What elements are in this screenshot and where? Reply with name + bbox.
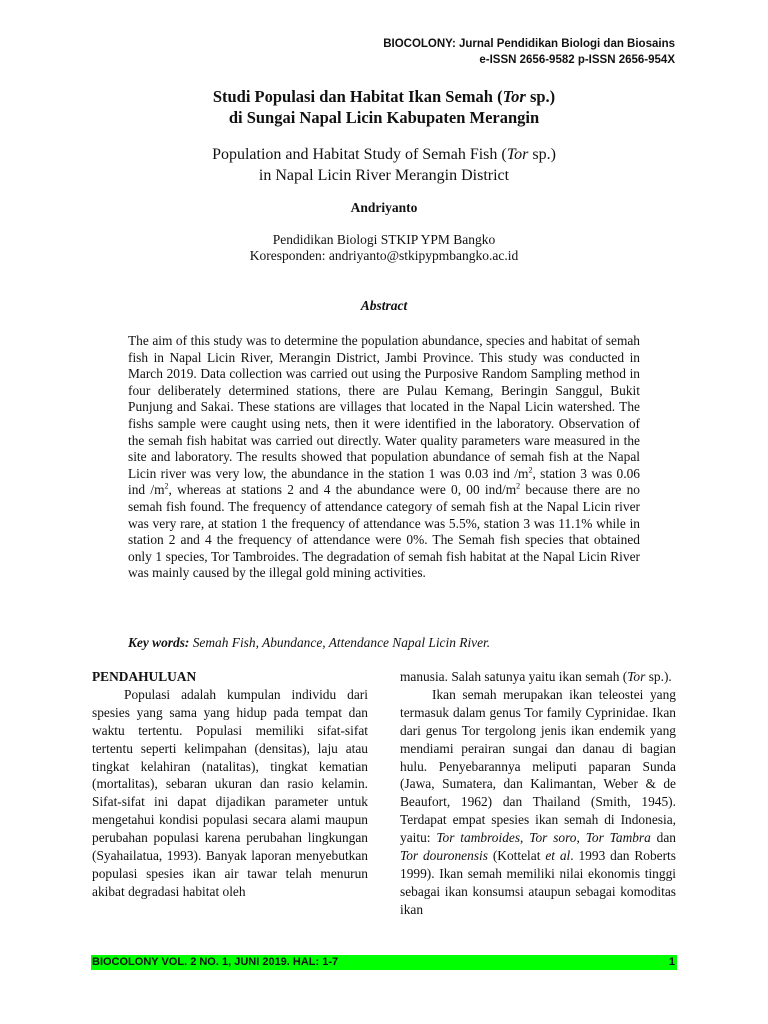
rc-p2a: Ikan semah merupakan ikan teleostei yang termasuk dalam genus Tor family Cyprinidae. Ikan dari genus Tor tergolong jenis ikan endemik yang mendiami perairan sungai dan danau di bagian hulu. Penyebarannya meliputi paparan Sunda (Jawa, Sumatera, dan Kalimantan, Weber & de Beaufort, 1962) dan Thailand (Smith, 1945). Terdapat empat spesies ikan semah di Indonesia, yaitu: [400,686,676,846]
right-column [400,668,676,919]
abstract-part4: because there are no semah fish found. The frequency of attendance category of semah fish at the Napal Licin river was very rare, at station 1 the frequency of attendance was 5.5%, station 3 was 11.1% while in station 2 and 4 the frequency of attendance were 0%. The Semah fish species that obtained only 1 species, Tor Tambroides. The degradation of semah fish habitat at the Napal Licin River was mainly caused by the illegal gold mining activities. [128,482,640,581]
abstract-body [128,333,640,582]
rc-p1a: manusia. Salah satunya yaitu ikan semah ( [400,669,628,684]
abstract-heading: Abstract [360,298,408,313]
title-id-part1: Studi Populasi dan Habitat Ikan Semah ( [212,87,503,106]
correspondence: Koresponden: andriyanto@stkipypmbangko.ac.id [249,248,519,263]
et-al: et al [545,848,571,864]
title-id-part2: sp.) [525,87,556,106]
keywords-text: Semah Fish, Abundance, Attendance Napal Licin River. [189,635,491,650]
species-tor-tambroides: Tor tambroides [436,830,521,846]
title-indonesian [92,86,676,128]
section-heading-pendahuluan: PENDAHULUAN [92,669,197,684]
title-en-italic: Tor [506,146,529,163]
abstract-part1: The aim of this study was to determine the population abundance, species and habitat of semah fish in Napal Licin River, Merangin District, Jambi Province. This study was conducted in March 2019. Data collection was carried out using the Purposive Random Sampling method in four deliberately determined stations, there are Pulau Kemang, Beringin Sanggul, Bukit Punjung and Sakai. These stations are villages that located in the Napal Licin watershed. The fishs sample were caught using nets, then it were identified in the laboratory. Observation of the semah fish habitat was carried out directly. Water quality parameters ware measured in the site and laboratory. The results showed that population abundance of semah fish at the Napal Licin river was very low, the abundance in the station 1 was 0.03 ind /m [128,333,640,481]
separator: dan [650,830,677,846]
rc-p1b: sp.). [645,669,672,684]
affiliation: Pendidikan Biologi STKIP YPM Bangko [272,232,496,247]
intro-paragraph-continued [400,668,676,686]
page-number: 1 [668,956,675,968]
footer-citation: BIOCOLONY VOL. 2 NO. 1, JUNI 2019. HAL: 1-7 [92,956,339,968]
superscript: 2 [516,481,521,491]
rc-p2c: . 1993 dan Roberts 1999). Ikan semah memiliki nilai ekonomis tinggi sebagai ikan konsumsi ataupun sebagai komoditas ikan [400,848,676,917]
abstract-part2: , station 3 was 0.06 ind /m [128,465,640,498]
superscript: 2 [528,465,533,475]
title-english [92,144,676,186]
intro-paragraph-2 [400,686,676,919]
title-en-part2: sp.) [528,146,556,163]
title-en-part1: Population and Habitat Study of Semah Fish ( [212,146,507,163]
separator: , [520,830,530,846]
title-id-italic: Tor [502,87,526,106]
superscript: 2 [164,481,169,491]
title-en-line2: in Napal Licin River Merangin District [258,167,510,184]
intro-paragraph-1: Populasi adalah kumpulan individu dari spesies yang sama yang hidup pada tempat dan waktu tertentu. Populasi memiliki sifat-sifat tertentu seperti kelimpahan (densitas), laju atau tingkat kelahiran (natalitas), tingkat kematian (mortalitas), sebaran ukuran dan rasio kelamin. Sifat-sifat ini dapat dijadikan parameter untuk mengetahui kondisi populasi secara alami maupun perubahan populasi karena perubahan lingkungan (Syahailatua, 1993). Banyak laporan menyebutkan populasi spesies ikan air tawar telah menurun akibat degradasi habitat oleh [92,686,368,899]
left-column [92,668,368,901]
separator: , [576,830,586,846]
journal-name: BIOCOLONY: Jurnal Pendidikan Biologi dan Biosains [383,38,675,50]
affiliation-block [92,232,676,264]
species-tor-soro: Tor soro [529,830,577,846]
rc-p2b: (Kottelat [487,848,546,864]
species-tor-douronensis: Tor douronensis [400,848,488,864]
author-name: Andriyanto [350,200,418,215]
keywords-label: Key words: [128,635,190,650]
journal-issn: e-ISSN 2656-9582 p-ISSN 2656-954X [479,54,675,66]
rc-p1-italic: Tor [627,669,646,684]
abstract-part3: , whereas at stations 2 and 4 the abundance were 0, 00 ind/m [168,482,517,498]
keywords [128,635,490,651]
footer-bar [91,955,677,970]
title-id-line2: di Sungai Napal Licin Kabupaten Merangin [228,108,540,127]
species-tor-tambra: Tor Tambra [585,830,651,846]
